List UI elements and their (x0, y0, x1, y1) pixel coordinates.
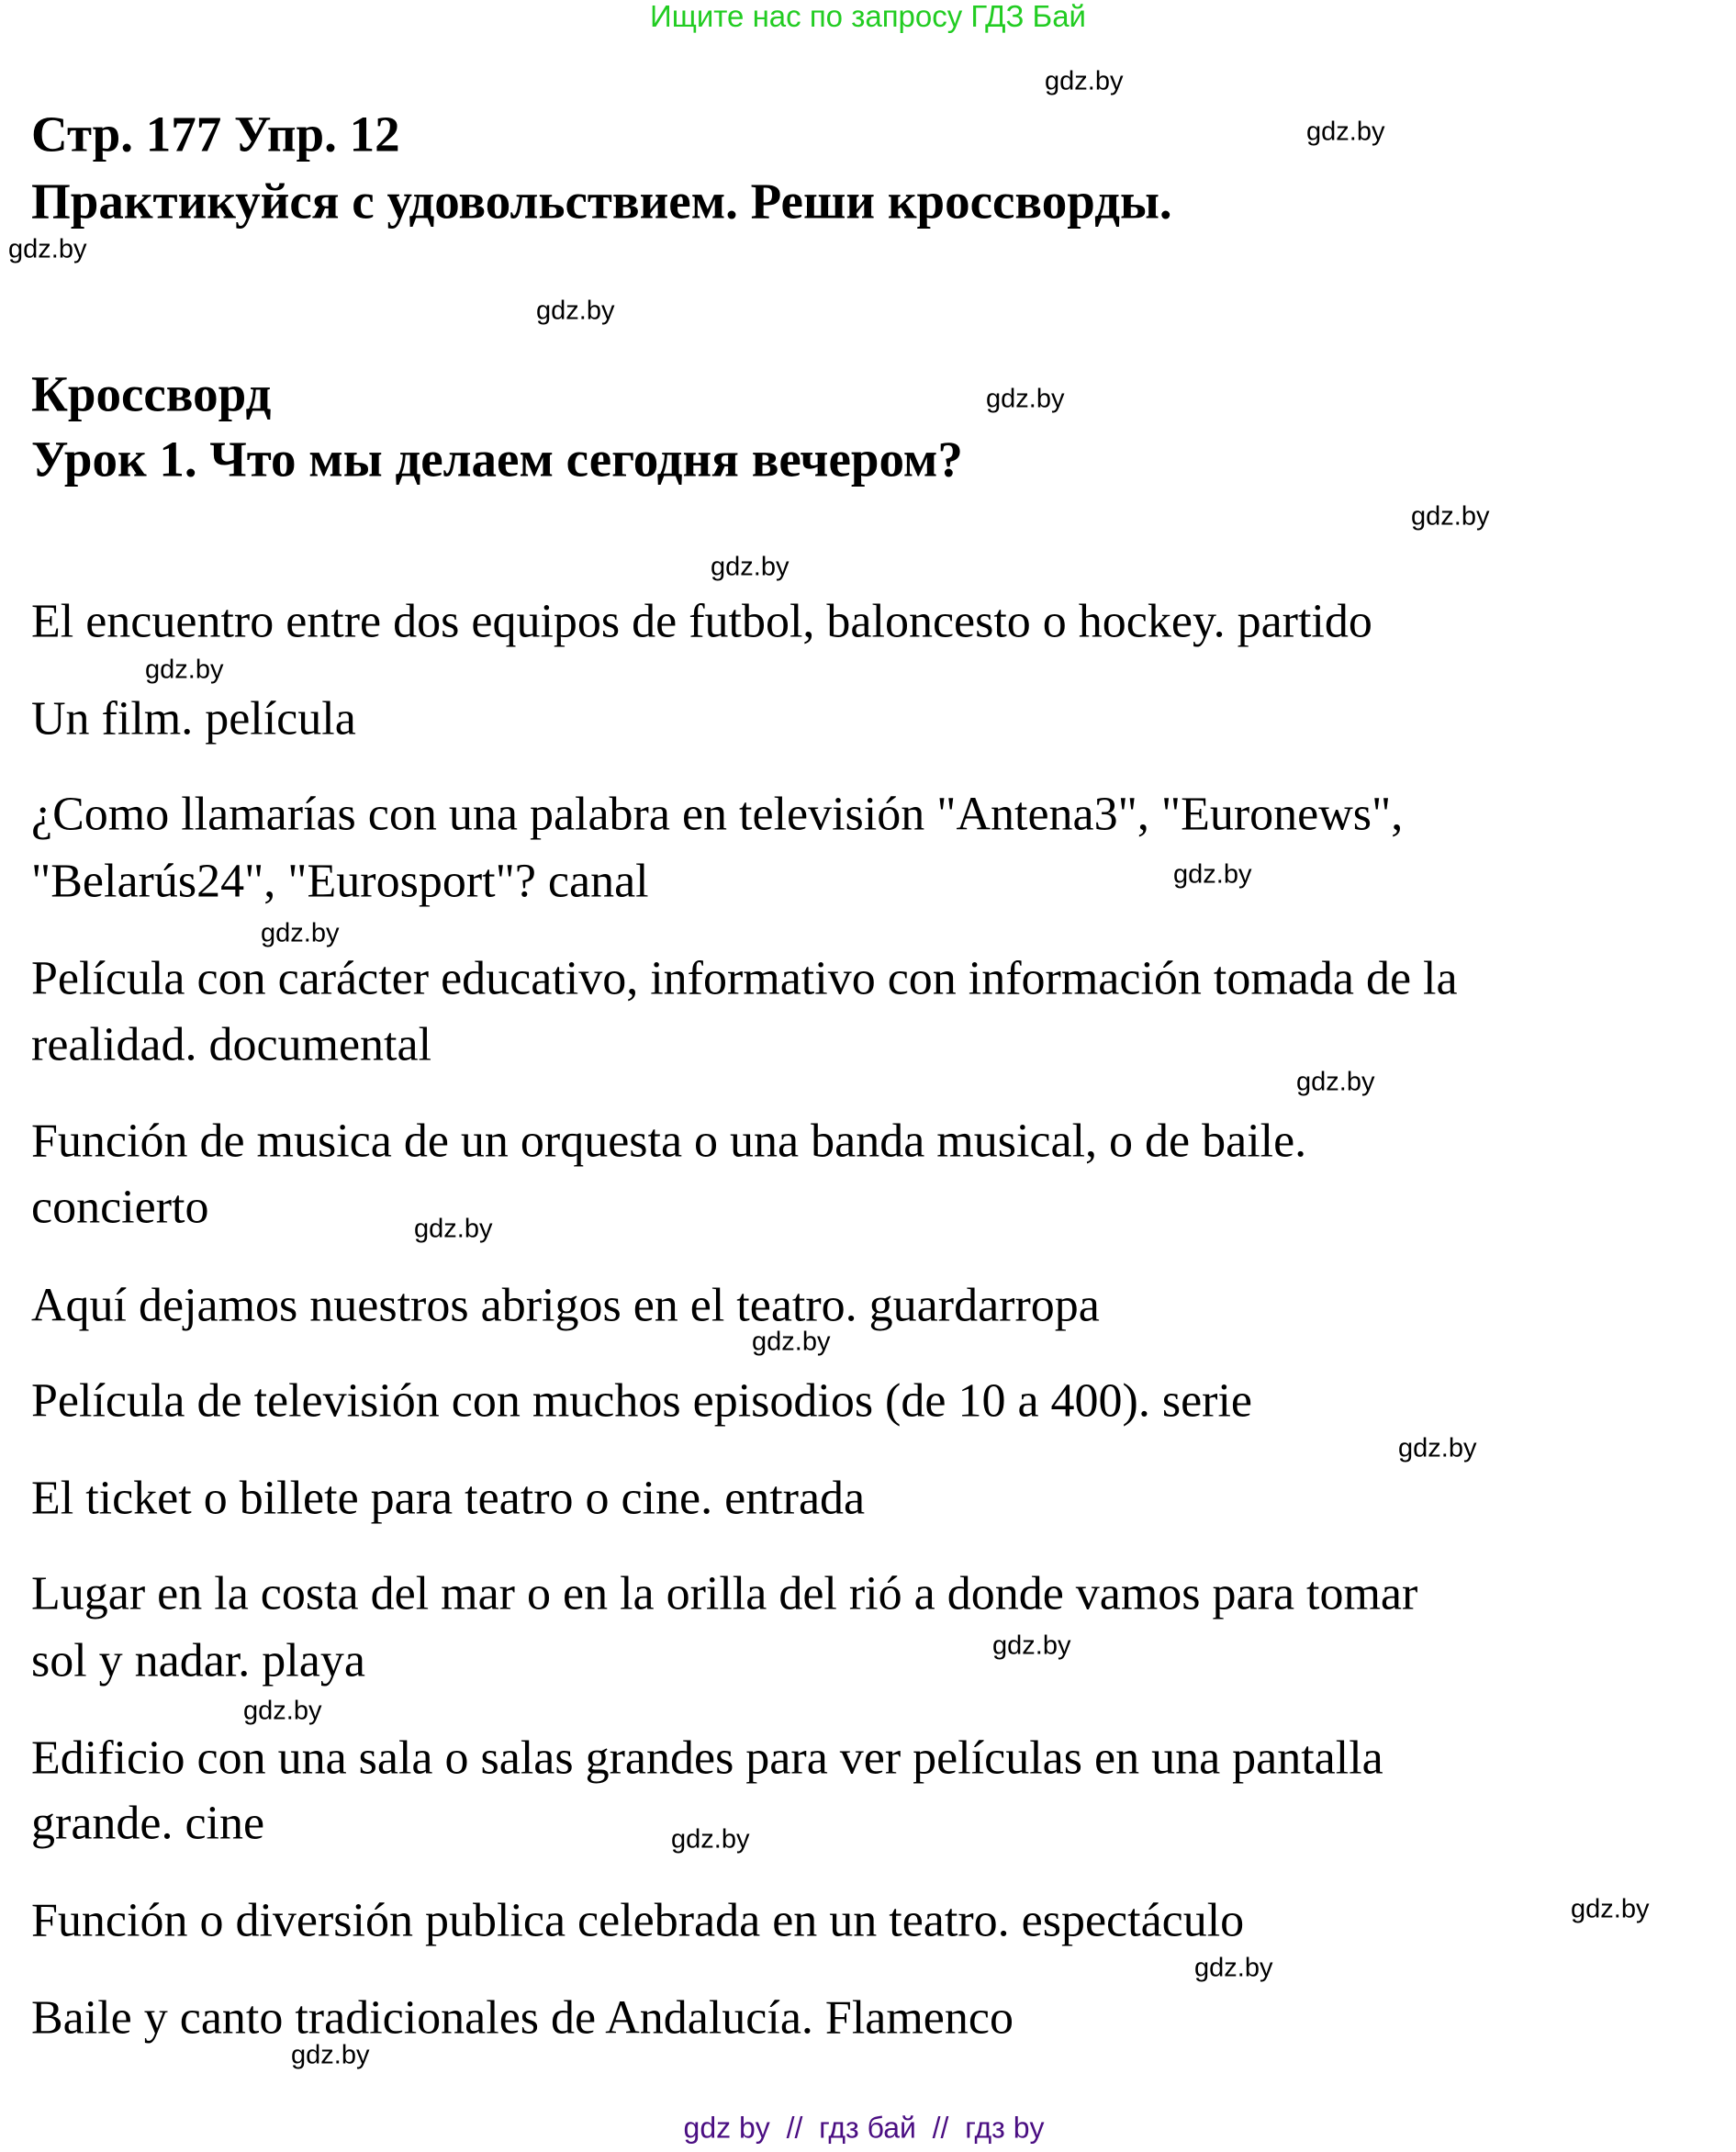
search-hint-banner: Ищите нас по запросу ГДЗ Бай (650, 0, 1086, 33)
text-line: Película de televisión con muchos episodios (de 10 a 400). serie (31, 1374, 1253, 1428)
section-title: Кроссворд (31, 365, 272, 422)
watermark: gdz.by (536, 296, 615, 326)
watermark: gdz.by (992, 1631, 1071, 1661)
text-line: Edificio con una sala o salas grandes para ver películas en una pantalla (31, 1732, 1383, 1785)
watermark: gdz.by (261, 918, 340, 948)
text-line: El encuentro entre dos equipos de futbol, baloncesto o hockey. partido (31, 595, 1372, 648)
page-title: Стр. 177 Упр. 12 (31, 106, 400, 163)
text-line: realidad. documental (31, 1018, 432, 1071)
watermark: gdz.by (1296, 1067, 1375, 1097)
text-line: "Belarús24", "Eurosport"? canal (31, 855, 649, 908)
text-line: Un film. película (31, 692, 356, 745)
text-line: Función o diversión publica celebrada en un teatro. espectáculo (31, 1894, 1245, 1947)
task-title: Практикуйся с удовольствием. Реши кроссворды. (31, 173, 1172, 230)
watermark: gdz.by (291, 2040, 370, 2070)
watermark: gdz.by (1571, 1894, 1650, 1924)
text-line: concierto (31, 1181, 209, 1234)
text-line: sol y nadar. playa (31, 1634, 365, 1687)
watermark: gdz.by (1194, 1953, 1273, 1983)
watermark: gdz.by (986, 384, 1065, 414)
text-line: Película con carácter educativo, informativo con información tomada de la (31, 952, 1458, 1005)
text-line: Lugar en la costa del mar o en la orilla del rió a donde vamos para tomar (31, 1567, 1418, 1620)
watermark: gdz.by (243, 1696, 322, 1726)
watermark: gdz.by (752, 1327, 831, 1357)
watermark: gdz.by (711, 552, 790, 582)
watermark: gdz.by (1398, 1433, 1477, 1463)
watermark: gdz.by (8, 234, 87, 264)
watermark: gdz.by (671, 1824, 750, 1855)
text-line: grande. cine (31, 1797, 265, 1850)
watermark: gdz.by (1411, 501, 1490, 532)
watermark: gdz.by (1045, 66, 1124, 96)
lesson-title: Урок 1. Что мы делаем сегодня вечером? (31, 431, 963, 488)
text-line: Función de musica de un orquesta o una banda musical, o de baile. (31, 1115, 1307, 1168)
watermark: gdz.by (1173, 859, 1252, 890)
watermark: gdz.by (145, 655, 224, 685)
text-line: ¿Como llamarías con una palabra en televisión "Antena3", "Euronews", (31, 788, 1404, 841)
text-line: Aquí dejamos nuestros abrigos en el teatro. guardarropa (31, 1279, 1100, 1332)
watermark: gdz.by (414, 1214, 493, 1244)
watermark: gdz.by (1306, 117, 1385, 147)
text-line: El ticket o billete para teatro o cine. entrada (31, 1472, 866, 1525)
footer-links[interactable]: gdz by // гдз бай // гдз by (683, 2111, 1045, 2145)
text-line: Baile y canto tradicionales de Andalucía. Flamenco (31, 1991, 1014, 2045)
